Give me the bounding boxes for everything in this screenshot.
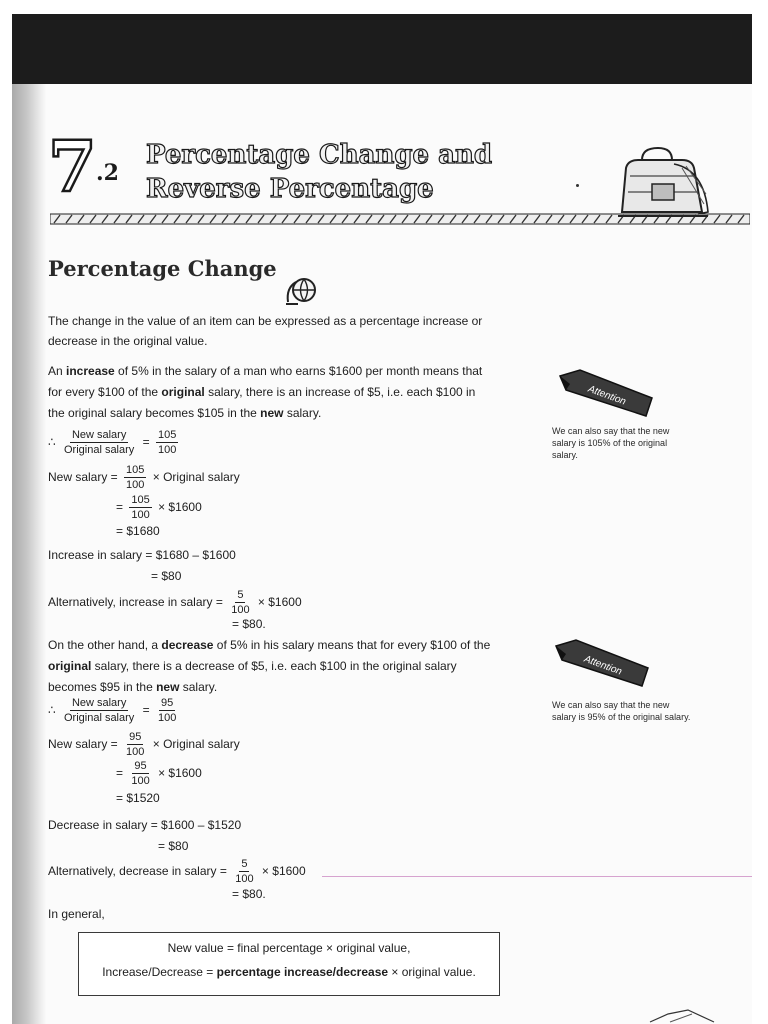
scan-dark-band <box>12 14 752 84</box>
formula-keyword: percentage increase/decrease <box>216 965 389 979</box>
decrease-para-line-1 <box>48 635 490 656</box>
text-run: salary. <box>283 406 322 420</box>
increase-para-line-2 <box>48 382 475 403</box>
fraction <box>124 731 146 758</box>
globe-icon <box>284 274 320 306</box>
times-1600: × $1600 <box>158 500 202 514</box>
decrease-new-salary <box>48 731 240 758</box>
intro-line-2: decrease in the original value. <box>48 334 208 348</box>
text-run: becomes $95 in the <box>48 680 157 694</box>
fraction <box>129 494 151 521</box>
fraction-numerator: 105 <box>131 494 150 507</box>
fraction <box>124 464 146 491</box>
equals-sign: = <box>116 766 124 780</box>
scan-top-margin <box>0 0 768 14</box>
increase-new-salary <box>48 464 240 491</box>
text-run: salary, there is a decrease of $5, i.e. each $100 in the original salary <box>91 659 457 673</box>
text-run: An <box>48 364 67 378</box>
section-heading: Percentage Change <box>48 256 277 281</box>
decrease-in-salary-result: = $80 <box>158 839 189 853</box>
scan-left-margin <box>0 0 12 1024</box>
increase-para-line-3 <box>48 403 321 424</box>
book-spine-shadow <box>12 84 46 1024</box>
therefore-symbol: ∴ <box>48 703 56 717</box>
text-run: of 5% in his salary means that for every $100 of the <box>213 638 491 652</box>
text-run: salary, there is an increase of $5, i.e. each $100 in <box>204 385 476 399</box>
keyword-original: original <box>48 659 92 673</box>
fraction <box>62 429 136 456</box>
decrease-alternative-result: = $80. <box>232 887 266 901</box>
keyword-new: new <box>260 406 284 420</box>
fraction-numerator: 5 <box>237 589 244 602</box>
shopping-bag-icon <box>612 146 714 220</box>
fraction-numerator: 105 <box>158 429 177 442</box>
section-number: 7 <box>48 125 95 208</box>
increase-result: = $1680 <box>116 524 160 538</box>
text-run: Increase/Decrease = <box>102 965 217 979</box>
new-salary-label: New salary = <box>48 737 118 751</box>
section-subnumber: .2 <box>96 160 119 186</box>
attention-label: Attention <box>582 653 624 678</box>
decrease-result: = $1520 <box>116 791 160 805</box>
fraction-denominator: 100 <box>131 509 150 522</box>
fraction-denominator: 100 <box>235 873 254 886</box>
increase-alternative-result: = $80. <box>232 617 266 631</box>
times-1600: × $1600 <box>261 864 306 878</box>
speck-dot <box>576 184 579 187</box>
decrease-alternative <box>48 858 306 885</box>
section-title-line2: Reverse Percentage <box>146 174 434 204</box>
fraction <box>229 589 251 616</box>
keyword-original: original <box>161 385 205 399</box>
fraction-denominator: 100 <box>231 604 250 617</box>
fraction-denominator: 100 <box>158 712 177 725</box>
decrease-in-salary: Decrease in salary = $1600 – $1520 <box>48 818 242 832</box>
increase-ratio <box>48 429 181 456</box>
decrease-para-line-3 <box>48 677 217 698</box>
section-title <box>146 138 566 206</box>
times-1600: × $1600 <box>158 766 202 780</box>
fraction-denominator: Original salary <box>63 712 135 725</box>
text-run: of 5% in the salary of a man who earns $1600 per month means that <box>114 364 483 378</box>
attention-note-2: We can also say that the new salary is 95% of the original salary. <box>552 700 691 722</box>
attention-note-1: We can also say that the new salary is 105% of the original salary. <box>552 426 670 460</box>
decrease-para-line-2 <box>48 656 457 677</box>
new-salary-label: New salary = <box>48 470 118 484</box>
text-run: salary. <box>179 680 218 694</box>
increase-alternative <box>48 589 302 616</box>
keyword-new: new <box>156 680 180 694</box>
formula-box <box>78 932 500 996</box>
fraction-denominator: 100 <box>131 775 150 788</box>
section-title-line1: Percentage Change and <box>146 140 493 170</box>
formula-line-2 <box>79 965 499 979</box>
alternative-label: Alternatively, decrease in salary = <box>48 864 227 878</box>
fraction-denominator: 100 <box>126 746 145 759</box>
decrease-substitution <box>116 760 202 787</box>
times-1600: × $1600 <box>257 595 302 609</box>
increase-in-salary-result: = $80 <box>151 569 182 583</box>
increase-substitution <box>116 494 202 521</box>
times-original: × Original salary <box>152 737 240 751</box>
times-original: × Original salary <box>152 470 240 484</box>
keyword-decrease: decrease <box>161 638 214 652</box>
fraction <box>233 858 255 885</box>
equals-sign: = <box>142 703 150 717</box>
fraction-denominator: Original salary <box>63 444 135 457</box>
text-run: × original value. <box>388 965 476 979</box>
fraction <box>156 429 178 456</box>
fraction-numerator: 95 <box>161 697 174 710</box>
therefore-symbol: ∴ <box>48 435 56 449</box>
keyword-increase: increase <box>66 364 115 378</box>
in-general-label: In general, <box>48 907 105 921</box>
attention-tag <box>552 638 652 690</box>
fraction-denominator: 100 <box>126 479 145 492</box>
attention-label: Attention <box>586 383 628 408</box>
fraction-numerator: 95 <box>129 731 142 744</box>
alternative-label: Alternatively, increase in salary = <box>48 595 223 609</box>
text-run: the original salary becomes $105 in the <box>48 406 261 420</box>
fraction-numerator: New salary <box>71 429 127 442</box>
text-run: On the other hand, a <box>48 638 162 652</box>
fraction-denominator: 100 <box>158 444 177 457</box>
fraction <box>156 697 178 724</box>
text-run: for every $100 of the <box>48 385 162 399</box>
decrease-ratio <box>48 697 181 724</box>
scan-right-margin <box>752 0 768 1024</box>
increase-in-salary: Increase in salary = $1680 – $1600 <box>48 548 236 562</box>
faint-rule-line <box>322 876 752 877</box>
fraction <box>62 697 136 724</box>
fraction-numerator: New salary <box>71 697 127 710</box>
fraction-numerator: 95 <box>134 760 147 773</box>
equals-sign: = <box>116 500 124 514</box>
fraction-numerator: 105 <box>126 464 145 477</box>
intro-line-1: The change in the value of an item can be expressed as a percentage increase or <box>48 314 483 328</box>
formula-line-1: New value = final percentage × original value, <box>167 941 411 955</box>
fraction <box>129 760 151 787</box>
fraction-numerator: 5 <box>241 858 248 871</box>
increase-para-line-1 <box>48 361 482 382</box>
page-corner-sketch <box>648 1008 718 1024</box>
equals-sign: = <box>142 435 150 449</box>
attention-tag <box>556 368 656 420</box>
